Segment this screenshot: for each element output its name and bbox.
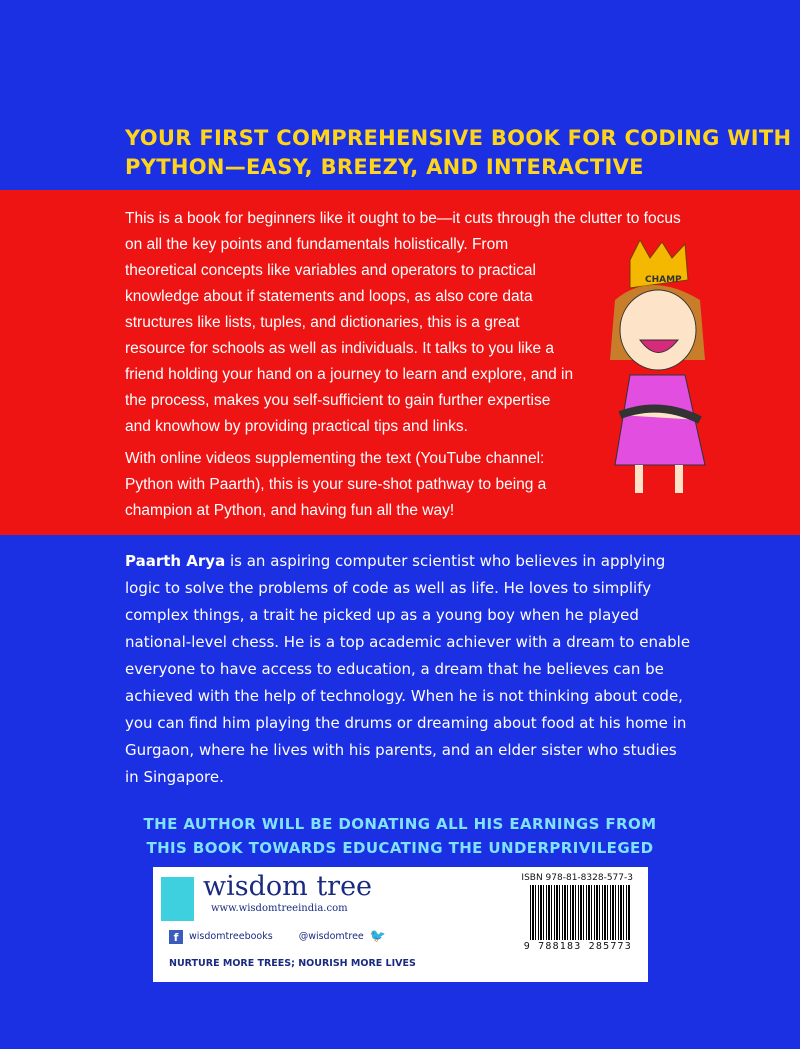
cover-heading: YOUR FIRST COMPREHENSIVE BOOK FOR CODING WITH PYTHON—EASY, BREEZY, AND INTERACTIVE [125, 126, 792, 179]
isbn: ISBN 978-81-8328-577-3 [521, 873, 633, 883]
blurb-paragraph: With online videos supplementing the text (YouTube channel: Python with Paarth), this is your sure-shot pathway to being a champion at Python, and having fun all the way! [125, 450, 547, 519]
publisher-box [153, 867, 648, 982]
publisher-url: www.wisdomtreeindia.com [211, 903, 348, 914]
publisher-name: wisdom tree [203, 871, 373, 902]
donation-note: THE AUTHOR WILL BE DONATING ALL HIS EARNINGS FROM THIS BOOK TOWARDS EDUCATING THE UNDERPRIVILEGED [143, 815, 657, 857]
barcode-number: 9 788183 285773 [523, 941, 632, 952]
publisher-logo [161, 877, 194, 921]
barcode [530, 885, 630, 940]
facebook-icon: f [169, 930, 183, 944]
svg-text:CHAMP: CHAMP [645, 275, 682, 285]
author-name: Paarth Arya [125, 552, 226, 570]
facebook-handle: wisdomtreebooks [189, 931, 273, 942]
social-links [169, 929, 386, 944]
publisher-slogan: NURTURE MORE TREES; NOURISH MORE LIVES [169, 958, 416, 969]
twitter-icon: 🐦 [369, 929, 386, 944]
champ-girl-illustration [590, 240, 720, 500]
twitter-handle: @wisdomtree [298, 931, 364, 942]
author-bio: Paarth Arya is an aspiring computer scientist who believes in applying logic to solve the problems of code as well as life. He loves to simplify complex things, a trait he picked up as a young boy when he played national-level chess. He is a top academic achiever with a dream to enable everyone to have access to education, a dream that he believes can be achieved with the help of technology. When he is not thinking about code, you can find him playing the drums or dreaming about food at his home in Gurgaon, where he lives with his parents, and an elder sister who studies in Singapore. [125, 552, 691, 786]
blurb-paragraph: This is a book for beginners like it ought to be—it cuts through the clutter to focus on all the key points and fundamentals holistically. From theoretical concepts like variables and operators to practical knowledge about if statements and loops, as also core data structures like lists, tuples, and dictionaries, this is a great resource for schools as well as individuals. It talks to you like a friend holding your hand on a journey to learn and explore, and in the process, makes you self-sufficient to gain further expertise and knowhow by providing practical tips and links. [125, 210, 681, 435]
